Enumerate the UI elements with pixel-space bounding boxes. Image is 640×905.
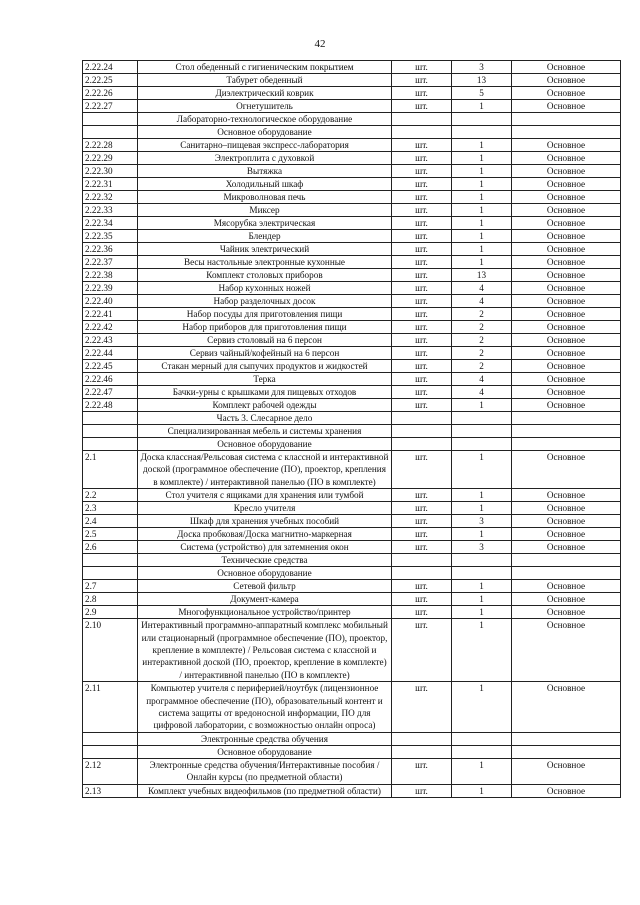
section-empty-cell (392, 425, 452, 438)
item-type: Основное (512, 451, 621, 489)
item-unit: шт. (392, 619, 452, 682)
item-unit: шт. (392, 386, 452, 399)
item-name: Кресло учителя (138, 502, 392, 515)
item-name: Сетевой фильтр (138, 580, 392, 593)
item-quantity: 1 (452, 178, 512, 191)
section-empty-cell (512, 554, 621, 567)
section-title: Часть 3. Слесарное дело (138, 412, 392, 425)
item-number: 2.1 (83, 451, 138, 489)
section-empty-cell (512, 126, 621, 139)
equipment-table (82, 60, 621, 798)
item-number: 2.22.37 (83, 256, 138, 269)
item-quantity: 13 (452, 74, 512, 87)
item-number: 2.22.45 (83, 360, 138, 373)
item-unit: шт. (392, 243, 452, 256)
item-unit: шт. (392, 399, 452, 412)
table-row (83, 191, 621, 204)
item-quantity: 1 (452, 230, 512, 243)
table-row (83, 256, 621, 269)
section-empty-cell (452, 438, 512, 451)
item-quantity: 4 (452, 386, 512, 399)
item-unit: шт. (392, 269, 452, 282)
item-quantity: 2 (452, 308, 512, 321)
item-quantity: 1 (452, 784, 512, 797)
item-name: Миксер (138, 204, 392, 217)
table-row (83, 230, 621, 243)
item-number: 2.5 (83, 528, 138, 541)
item-unit: шт. (392, 308, 452, 321)
item-unit: шт. (392, 204, 452, 217)
table-row (83, 502, 621, 515)
item-name: Огнетушитель (138, 100, 392, 113)
table-row (83, 784, 621, 797)
item-number: 2.22.32 (83, 191, 138, 204)
table-row (83, 87, 621, 100)
item-unit: шт. (392, 87, 452, 100)
item-name: Доска классная/Рельсовая система с классной и интерактивной доской (программное обеспечение (ПО), проектор, крепления в комплекте) / интерактивной панелью (ПО в комплекте) (138, 451, 392, 489)
item-type: Основное (512, 100, 621, 113)
item-number: 2.22.24 (83, 61, 138, 74)
item-number: 2.10 (83, 619, 138, 682)
table-row (83, 360, 621, 373)
item-type: Основное (512, 502, 621, 515)
table-row (83, 61, 621, 74)
item-name: Мясорубка электрическая (138, 217, 392, 230)
item-quantity: 4 (452, 373, 512, 386)
item-type: Основное (512, 593, 621, 606)
item-unit: шт. (392, 606, 452, 619)
item-number: 2.22.33 (83, 204, 138, 217)
item-number: 2.22.25 (83, 74, 138, 87)
section-header-row (83, 567, 621, 580)
section-title: Электронные средства обучения (138, 732, 392, 745)
item-unit: шт. (392, 61, 452, 74)
item-name: Весы настольные электронные кухонные (138, 256, 392, 269)
item-type: Основное (512, 165, 621, 178)
item-unit: шт. (392, 528, 452, 541)
item-type: Основное (512, 308, 621, 321)
table-row (83, 619, 621, 682)
item-type: Основное (512, 139, 621, 152)
table-row (83, 321, 621, 334)
item-unit: шт. (392, 541, 452, 554)
section-header-row (83, 554, 621, 567)
table-row (83, 451, 621, 489)
section-header-row (83, 732, 621, 745)
item-name: Стакан мерный для сыпучих продуктов и жидкостей (138, 360, 392, 373)
table-row (83, 541, 621, 554)
table-row (83, 100, 621, 113)
section-empty-cell (392, 126, 452, 139)
item-quantity: 13 (452, 269, 512, 282)
item-unit: шт. (392, 217, 452, 230)
section-empty-cell (512, 745, 621, 758)
item-type: Основное (512, 217, 621, 230)
item-unit: шт. (392, 347, 452, 360)
item-quantity: 1 (452, 165, 512, 178)
section-header-row (83, 438, 621, 451)
section-header-row (83, 412, 621, 425)
item-type: Основное (512, 61, 621, 74)
item-number: 2.22.41 (83, 308, 138, 321)
table-row (83, 386, 621, 399)
table-row (83, 295, 621, 308)
item-quantity: 4 (452, 282, 512, 295)
item-quantity: 1 (452, 256, 512, 269)
item-type: Основное (512, 74, 621, 87)
item-number: 2.22.44 (83, 347, 138, 360)
section-header-row (83, 113, 621, 126)
item-number: 2.22.46 (83, 373, 138, 386)
table-row (83, 399, 621, 412)
item-unit: шт. (392, 74, 452, 87)
item-number: 2.22.48 (83, 399, 138, 412)
item-unit: шт. (392, 178, 452, 191)
item-unit: шт. (392, 373, 452, 386)
section-num-cell (83, 425, 138, 438)
table-row (83, 308, 621, 321)
item-name: Набор приборов для приготовления пищи (138, 321, 392, 334)
item-number: 2.8 (83, 593, 138, 606)
item-number: 2.22.29 (83, 152, 138, 165)
table-row (83, 152, 621, 165)
section-num-cell (83, 126, 138, 139)
item-name: Документ-камера (138, 593, 392, 606)
table-row (83, 682, 621, 733)
item-type: Основное (512, 489, 621, 502)
item-number: 2.22.40 (83, 295, 138, 308)
item-name: Блендер (138, 230, 392, 243)
item-unit: шт. (392, 593, 452, 606)
item-name: Санитарно–пищевая экспресс-лаборатория (138, 139, 392, 152)
table-row (83, 347, 621, 360)
item-unit: шт. (392, 502, 452, 515)
table-row (83, 217, 621, 230)
item-name: Комплект учебных видеофильмов (по предметной области) (138, 784, 392, 797)
item-unit: шт. (392, 165, 452, 178)
item-quantity: 4 (452, 295, 512, 308)
section-empty-cell (392, 567, 452, 580)
item-type: Основное (512, 386, 621, 399)
item-name: Бачки-урны с крышками для пищевых отходов (138, 386, 392, 399)
item-number: 2.22.30 (83, 165, 138, 178)
item-quantity: 1 (452, 243, 512, 256)
section-num-cell (83, 554, 138, 567)
equipment-table-body (83, 61, 621, 798)
item-name: Вытяжка (138, 165, 392, 178)
item-number: 2.22.47 (83, 386, 138, 399)
section-empty-cell (452, 732, 512, 745)
item-unit: шт. (392, 360, 452, 373)
section-num-cell (83, 745, 138, 758)
item-type: Основное (512, 360, 621, 373)
item-type: Основное (512, 528, 621, 541)
item-number: 2.22.26 (83, 87, 138, 100)
item-unit: шт. (392, 758, 452, 784)
item-name: Набор кухонных ножей (138, 282, 392, 295)
table-row (83, 528, 621, 541)
section-empty-cell (392, 745, 452, 758)
table-row (83, 334, 621, 347)
item-unit: шт. (392, 100, 452, 113)
item-unit: шт. (392, 489, 452, 502)
table-row (83, 178, 621, 191)
section-title: Технические средства (138, 554, 392, 567)
section-empty-cell (452, 113, 512, 126)
item-name: Электронные средства обучения/Интерактивные пособия / Онлайн курсы (по предметной области) (138, 758, 392, 784)
item-type: Основное (512, 758, 621, 784)
item-name: Стол учителя с ящиками для хранения или тумбой (138, 489, 392, 502)
section-empty-cell (512, 425, 621, 438)
item-quantity: 3 (452, 515, 512, 528)
section-header-row (83, 126, 621, 139)
item-name: Диэлектрический коврик (138, 87, 392, 100)
table-row (83, 580, 621, 593)
item-quantity: 1 (452, 204, 512, 217)
item-name: Стол обеденный с гигиеническим покрытием (138, 61, 392, 74)
table-row (83, 373, 621, 386)
item-quantity: 1 (452, 606, 512, 619)
item-unit: шт. (392, 256, 452, 269)
item-name: Многофункциональное устройство/принтер (138, 606, 392, 619)
item-type: Основное (512, 87, 621, 100)
item-quantity: 1 (452, 619, 512, 682)
section-header-row (83, 425, 621, 438)
item-number: 2.22.43 (83, 334, 138, 347)
item-name: Набор посуды для приготовления пищи (138, 308, 392, 321)
item-number: 2.3 (83, 502, 138, 515)
item-unit: шт. (392, 580, 452, 593)
item-type: Основное (512, 282, 621, 295)
item-name: Холодильный шкаф (138, 178, 392, 191)
item-type: Основное (512, 269, 621, 282)
section-num-cell (83, 567, 138, 580)
section-title: Основное оборудование (138, 567, 392, 580)
section-empty-cell (392, 732, 452, 745)
item-quantity: 1 (452, 139, 512, 152)
table-row (83, 606, 621, 619)
section-title: Основное оборудование (138, 126, 392, 139)
item-name: Комплект рабочей одежды (138, 399, 392, 412)
section-empty-cell (452, 554, 512, 567)
item-number: 2.22.27 (83, 100, 138, 113)
section-num-cell (83, 412, 138, 425)
section-title: Лабораторно-технологическое оборудование (138, 113, 392, 126)
section-num-cell (83, 113, 138, 126)
item-number: 2.22.38 (83, 269, 138, 282)
section-title: Основное оборудование (138, 438, 392, 451)
item-type: Основное (512, 256, 621, 269)
section-empty-cell (392, 438, 452, 451)
item-number: 2.7 (83, 580, 138, 593)
item-type: Основное (512, 230, 621, 243)
section-empty-cell (392, 412, 452, 425)
item-type: Основное (512, 399, 621, 412)
item-name: Электроплита с духовкой (138, 152, 392, 165)
item-name: Набор разделочных досок (138, 295, 392, 308)
item-number: 2.6 (83, 541, 138, 554)
item-quantity: 1 (452, 152, 512, 165)
section-title: Специализированная мебель и системы хранения (138, 425, 392, 438)
section-empty-cell (392, 554, 452, 567)
item-quantity: 1 (452, 191, 512, 204)
item-quantity: 1 (452, 100, 512, 113)
item-quantity: 2 (452, 347, 512, 360)
item-unit: шт. (392, 451, 452, 489)
item-number: 2.11 (83, 682, 138, 733)
item-name: Сервиз чайный/кофейный на 6 персон (138, 347, 392, 360)
item-quantity: 2 (452, 321, 512, 334)
item-number: 2.9 (83, 606, 138, 619)
item-type: Основное (512, 295, 621, 308)
section-empty-cell (452, 412, 512, 425)
item-type: Основное (512, 152, 621, 165)
table-row (83, 758, 621, 784)
item-unit: шт. (392, 334, 452, 347)
item-quantity: 1 (452, 682, 512, 733)
item-unit: шт. (392, 515, 452, 528)
item-quantity: 1 (452, 528, 512, 541)
section-empty-cell (452, 745, 512, 758)
section-header-row (83, 745, 621, 758)
item-quantity: 1 (452, 451, 512, 489)
section-empty-cell (512, 732, 621, 745)
section-num-cell (83, 438, 138, 451)
item-type: Основное (512, 784, 621, 797)
item-name: Терка (138, 373, 392, 386)
item-quantity: 1 (452, 217, 512, 230)
table-row (83, 269, 621, 282)
section-empty-cell (512, 412, 621, 425)
item-number: 2.13 (83, 784, 138, 797)
item-type: Основное (512, 178, 621, 191)
table-row (83, 74, 621, 87)
table-row (83, 515, 621, 528)
item-number: 2.22.28 (83, 139, 138, 152)
item-quantity: 1 (452, 489, 512, 502)
item-name: Система (устройство) для затемнения окон (138, 541, 392, 554)
item-number: 2.12 (83, 758, 138, 784)
item-number: 2.22.34 (83, 217, 138, 230)
table-row (83, 204, 621, 217)
item-name: Комплект столовых приборов (138, 269, 392, 282)
section-title: Основное оборудование (138, 745, 392, 758)
item-type: Основное (512, 580, 621, 593)
item-type: Основное (512, 243, 621, 256)
item-quantity: 2 (452, 334, 512, 347)
section-empty-cell (452, 567, 512, 580)
table-row (83, 139, 621, 152)
item-quantity: 5 (452, 87, 512, 100)
item-name: Компьютер учителя с периферией/ноутбук (лицензионное программное обеспечение (ПО), образовательный контент и система защиты от вредоносной информации, ПО для цифровой лаборатории, с возможностью онлайн опроса) (138, 682, 392, 733)
section-num-cell (83, 732, 138, 745)
item-unit: шт. (392, 784, 452, 797)
item-unit: шт. (392, 295, 452, 308)
item-type: Основное (512, 334, 621, 347)
item-number: 2.22.42 (83, 321, 138, 334)
item-unit: шт. (392, 282, 452, 295)
item-quantity: 1 (452, 399, 512, 412)
item-quantity: 1 (452, 593, 512, 606)
item-number: 2.22.39 (83, 282, 138, 295)
item-name: Интерактивный программно-аппаратный комплекс мобильный или стационарный (программное обеспечение (ПО), проектор, крепление в комплекте) / Рельсовая система с классной и интерактивной доской (ПО, проектор, крепление в комплекте) / интерактивной панелью (ПО в комплекте) (138, 619, 392, 682)
item-type: Основное (512, 347, 621, 360)
item-name: Табурет обеденный (138, 74, 392, 87)
section-empty-cell (512, 113, 621, 126)
item-number: 2.22.35 (83, 230, 138, 243)
section-empty-cell (452, 425, 512, 438)
item-type: Основное (512, 373, 621, 386)
item-quantity: 3 (452, 61, 512, 74)
item-unit: шт. (392, 230, 452, 243)
item-number: 2.22.36 (83, 243, 138, 256)
page-number: 42 (314, 38, 326, 50)
table-row (83, 282, 621, 295)
section-empty-cell (452, 126, 512, 139)
item-type: Основное (512, 321, 621, 334)
table-row (83, 593, 621, 606)
item-type: Основное (512, 606, 621, 619)
item-type: Основное (512, 204, 621, 217)
item-number: 2.22.31 (83, 178, 138, 191)
item-number: 2.2 (83, 489, 138, 502)
table-row (83, 489, 621, 502)
item-name: Микроволновая печь (138, 191, 392, 204)
item-quantity: 1 (452, 758, 512, 784)
item-name: Шкаф для хранения учебных пособий (138, 515, 392, 528)
section-empty-cell (512, 438, 621, 451)
item-type: Основное (512, 191, 621, 204)
item-type: Основное (512, 619, 621, 682)
item-type: Основное (512, 541, 621, 554)
item-unit: шт. (392, 321, 452, 334)
item-unit: шт. (392, 191, 452, 204)
table-row (83, 165, 621, 178)
item-unit: шт. (392, 152, 452, 165)
item-number: 2.4 (83, 515, 138, 528)
table-row (83, 243, 621, 256)
item-quantity: 1 (452, 502, 512, 515)
item-name: Чайник электрический (138, 243, 392, 256)
item-unit: шт. (392, 682, 452, 733)
item-unit: шт. (392, 139, 452, 152)
item-name: Доска пробковая/Доска магнитно-маркерная (138, 528, 392, 541)
item-quantity: 1 (452, 580, 512, 593)
section-empty-cell (512, 567, 621, 580)
item-type: Основное (512, 515, 621, 528)
item-quantity: 2 (452, 360, 512, 373)
item-quantity: 3 (452, 541, 512, 554)
item-name: Сервиз столовый на 6 персон (138, 334, 392, 347)
item-type: Основное (512, 682, 621, 733)
section-empty-cell (392, 113, 452, 126)
